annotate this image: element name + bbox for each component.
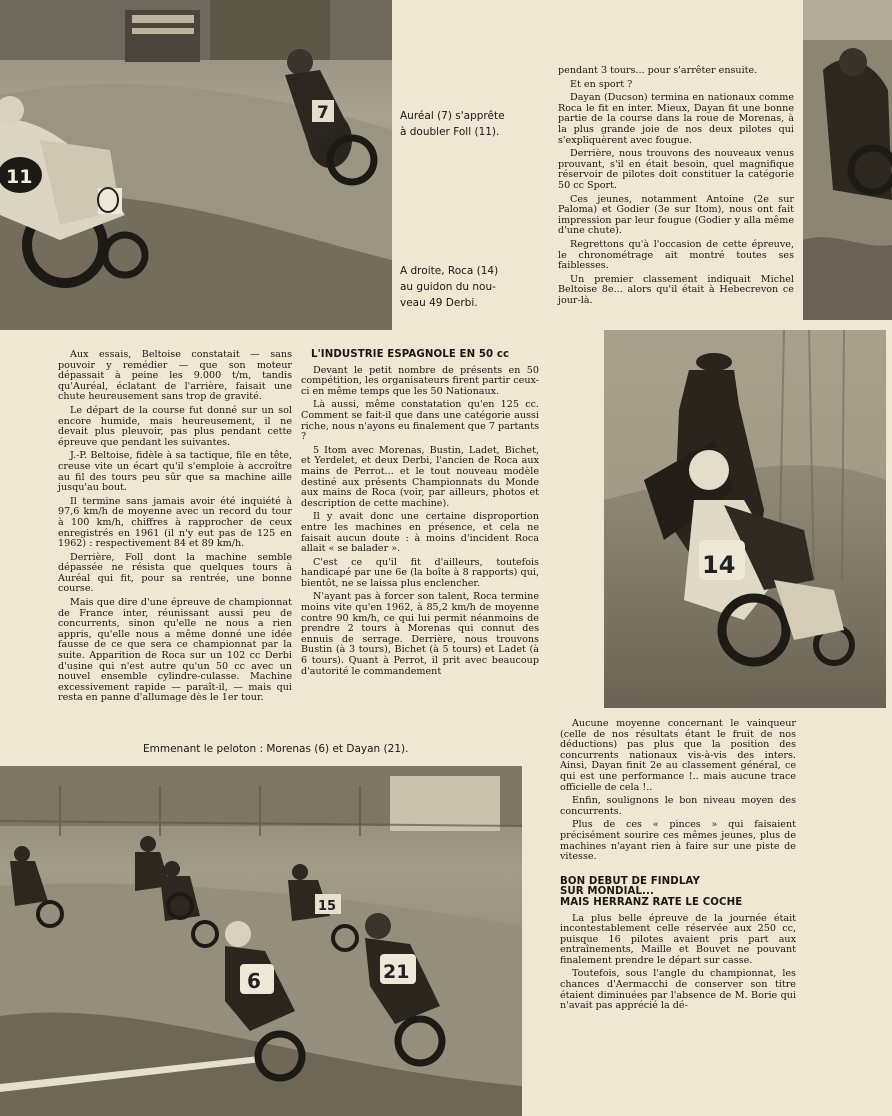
heading-line: BON DEBUT DE FINDLAY (560, 875, 700, 887)
paragraph: C'est ce qu'il fit d'ailleurs, toutefois handicapé par une 6e (la boîte à 8 rapports) qui, bientôt, ne se laissa plus enclencher. (301, 556, 539, 589)
peloton-image (0, 766, 522, 1116)
paragraph: Devant le petit nombre de présents en 50 compétition, les organisateurs firent partir ceux-ci en même temps que les 50 Nationaux. (301, 364, 539, 397)
caption-line: A droite, Roca (14) (400, 265, 499, 277)
plate-6: 6 (247, 969, 261, 993)
caption-roca (400, 263, 545, 311)
paragraph: Aucune moyenne concernant le vainqueur (celle de nos résultats étant le fruit de nos déductions) pas plus que la position des concurrents nationaux vis-à-vis des inters. Ainsi, Dayan finit 2e au classement général, ce qui est une performance !.. mais aucune trace officielle de cela !.. (560, 718, 796, 793)
paragraph: Enfin, soulignons le bon niveau moyen des concurrents. (560, 795, 796, 817)
section-heading (560, 877, 796, 909)
paragraph: Mais que dire d'une épreuve de championnat de France inter, réunissant aussi peu de concurrents, sinon qu'elle ne nous a rien appris, qu'elle nous a même donné une idée fausse de ce que sera ce championnat par la suite. Apparition de Roca sur un 102 cc Derbi d'usine qui n'est autre qu'un 50 cc avec un nouvel ensemble cylindre-culasse. Machine excessivement rapide — paraît-il, — mais qui resta en panne d'allumage dès le 1er tour. (58, 597, 292, 704)
paragraph: Il y avait donc une certaine disproportion entre les machines en présence, et cela ne faisait aucun doute : à moins d'incident Roca allait « se balader ». (301, 511, 539, 555)
text-column-bottom-right (560, 719, 796, 1015)
text-column-top-right (558, 66, 794, 309)
race-scene-image (0, 0, 392, 330)
caption-line: au guidon du nou- (400, 281, 496, 293)
paragraph: Regrettons qu'à l'occasion de cette épreuve, le chronométrage ait montré toutes ses faiblesses. (558, 238, 794, 272)
caption-line: veau 49 Derbi. (400, 297, 478, 309)
plate-7: 7 (317, 103, 329, 123)
plate-15: 15 (318, 899, 337, 914)
paragraph: N'ayant pas à forcer son talent, Roca termine moins vite qu'en 1962, à 85,2 km/h de moyenne contre 90 km/h, ce qui lui permit néanmoins de prendre 2 tours à Morenas qui connut des ennuis de serrage. Derrière, nous trouvons Bustin (à 3 tours), Bichet (à 5 tours) et Ladet (à 6 tours). Quant à Perrot, il prit avec beaucoup d'autorité le commandement (301, 591, 539, 677)
roca-image (604, 330, 886, 708)
photo-aureal-foll (0, 0, 392, 330)
paragraph: Toutefois, sous l'angle du championnat, les chances d'Aermacchi de conserver son titre étaient diminuées par l'absence de M. Borie qui n'avait pas apprécié la dé- (560, 968, 796, 1012)
paragraph: Et en sport ? (570, 78, 633, 90)
caption-line: Emmenant le peloton : Morenas (6) et Dayan (21). (143, 743, 409, 755)
heading-line: MAIS HERRANZ RATE LE COCHE (560, 896, 743, 908)
paragraph: La plus belle épreuve de la journée était incontestablement celle réservée aux 250 cc, puisque 16 pilotes avaient pris part aux entraînements, Maille et Bouvet ne pouvant finalement prendre le départ sur casse. (560, 912, 796, 966)
paragraph: Le départ de la course fut donné sur un sol encore humide, mais heureusement, il ne devait plus pleuvoir, pas plus pendant cette épreuve que pendant les suivantes. (58, 404, 292, 448)
paragraph: Il termine sans jamais avoir été inquiété à 97,6 km/h de moyenne avec un record du tour à 100 km/h, chiffres à rapprocher de ceux enregistrés en 1961 (il n'y eut pas de 125 en 1962) : respectivement 84 et 89 km/h. (58, 495, 292, 550)
plate-21: 21 (383, 961, 410, 983)
caption-line: Auréal (7) s'apprête (400, 110, 505, 122)
paragraph: Là aussi, même constatation qu'en 125 cc. Comment se fait-il que dans une catégorie aussi riche, nous n'ayons eu finalement que 7 partants ? (301, 399, 539, 443)
text-column-middle (301, 350, 539, 680)
plate-11: 11 (6, 166, 33, 188)
caption-peloton (143, 741, 483, 757)
paragraph: Un premier classement indiquait Michel Beltoise 8e... alors qu'il était à Hebecrevon ce jour-là. (558, 273, 794, 306)
paragraph: Derrière, Foll dont la machine semble dépassée ne résista que quelques tours à Auréal qui fit, pour sa rentrée, une bonne course. (58, 551, 292, 595)
plate-14: 14 (702, 551, 736, 579)
paragraph: J.-P. Beltoise, fidèle à sa tactique, file en tête, creuse vite un écart qu'il s'emploie à accroître au fil des tours peu sûr que sa machine aille jusqu'au bout. (58, 450, 292, 494)
photo-peloton (0, 766, 522, 1116)
paragraph: Ces jeunes, notamment Antoine (2e sur Paloma) et Godier (3e sur Itom), nous ont fait impression par leur fougue (Godier y alla même d'une chute). (558, 193, 794, 237)
photo-roca-derbi (604, 330, 886, 708)
paragraph: Derrière, nous trouvons des nouveaux venus prouvant, s'il en était besoin, quel magnifique réservoir de pilotes doit constituer la catégorie 50 cc Sport. (558, 148, 794, 191)
photo-rider-edge (803, 0, 892, 320)
caption-aureal (400, 108, 545, 140)
paragraph: 5 Itom avec Morenas, Bustin, Ladet, Bichet, et Yerdelet, et deux Derbi, l'ancien de Roca aux mains de Perrot... et le tout nouveau modèle destiné aux présents Championnats du Monde aux mains de Roca (voir, par ailleurs, photos et description de cette machine). (301, 444, 539, 509)
heading-line: SUR MONDIAL... (560, 886, 654, 898)
paragraph: Plus de ces « pinces » qui faisaient précisément sourire ces mêmes jeunes, plus de machines n'ayant rien à faire sur une piste de vitesse. (560, 819, 796, 863)
text-column-left (58, 350, 292, 707)
caption-line: à doubler Foll (11). (400, 126, 500, 138)
paragraph: pendant 3 tours... pour s'arrêter ensuite. (558, 65, 758, 76)
rider-edge-image (803, 0, 892, 320)
paragraph: Dayan (Ducson) termina en nationaux comme Roca le fit en inter. Mieux, Dayan fit une bonne partie de la course dans la roue de Morenas, à la plus grande joie de nos deux pilotes qui s'expliquèrent avec fougue. (558, 92, 794, 146)
paragraph: Aux essais, Beltoise constatait — sans pouvoir y remédier — que son moteur dépassait à peine les 9.000 t/m, tandis qu'Auréal, éclatant de l'arrière, faisait une chute heureusement sans trop de gravité. (58, 349, 292, 403)
section-heading: L'INDUSTRIE ESPAGNOLE EN 50 cc (311, 349, 510, 360)
